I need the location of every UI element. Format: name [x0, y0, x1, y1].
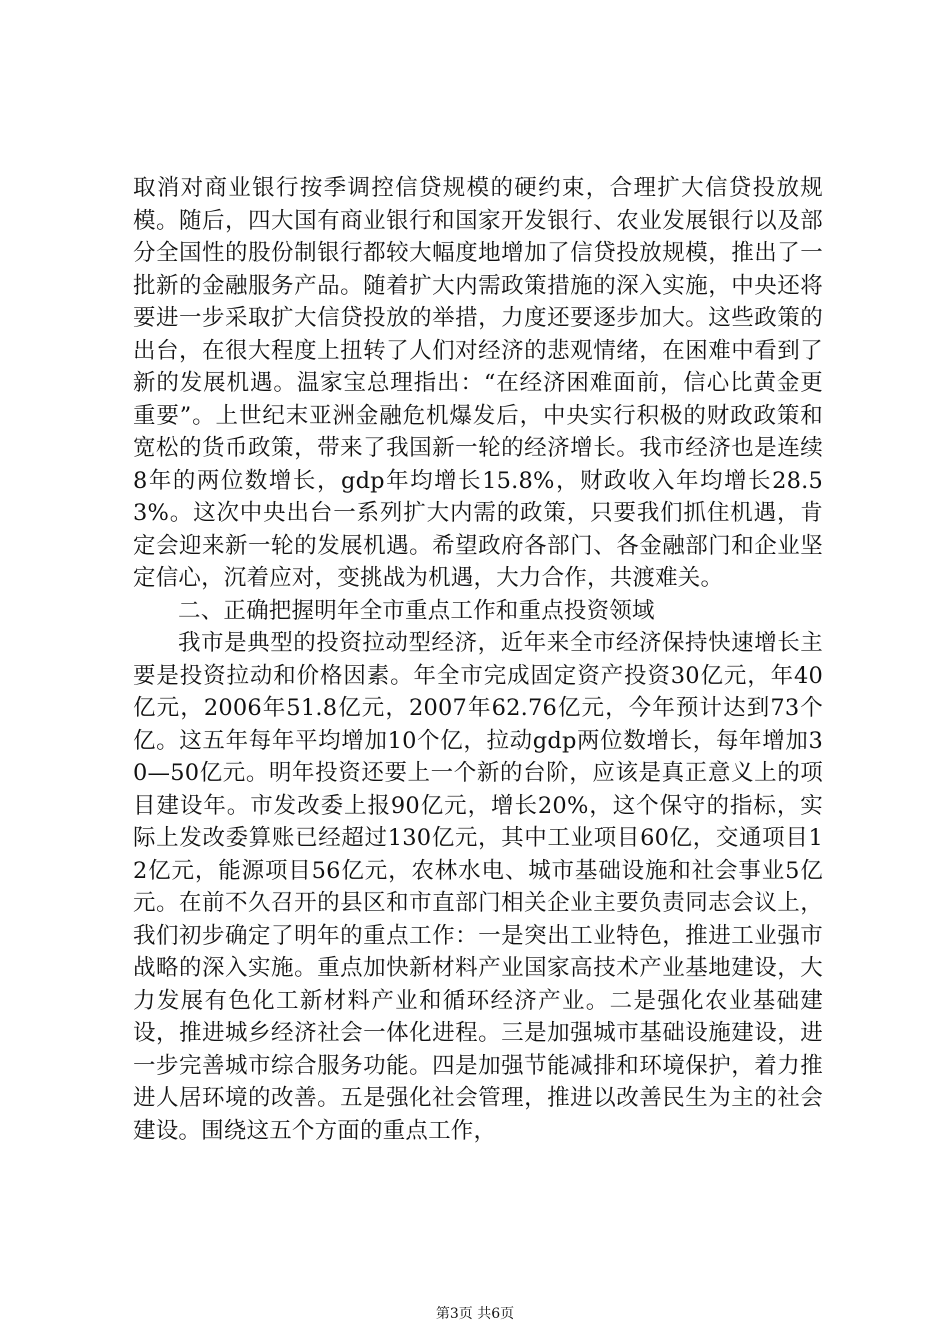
section-heading: 二、正确把握明年全市重点工作和重点投资领域 — [178, 597, 655, 624]
document-body — [133, 172, 823, 1147]
body-paragraph: 取消对商业银行按季调控信贷规模的硬约束，合理扩大信贷投放规模。随后，四大国有商业银行和国家开发银行、农业发展银行以及部分全国性的股份制银行都较大幅度地增加了信贷投放规模，推出了一批新的金融服务产品。随着扩大内需政策措施的深入实施，中央还将要进一步采取扩大信贷投放的举措，力度还要逐步加大。这些政策的出台，在很大程度上扭转了人们对经济的悲观情绪，在困难中看到了新的发展机遇。温家宝总理指出：“在经济困难面前，信心比黄金更重要”。上世纪末亚洲金融危机爆发后，中央实行积极的财政政策和宽松的货币政策，带来了我国新一轮的经济增长。我市经济也是连续8年的两位数增长，gdp年均增长15.8%，财政收入年均增长28.53%。这次中央出台一系列扩大内需的政策，只要我们抓住机遇，肯定会迎来新一轮的发展机遇。希望政府各部门、各金融部门和企业坚定信心，沉着应对，变挑战为机遇，大力合作，共渡难关。 — [133, 175, 823, 591]
page-number-footer: 第3页 共6页 — [435, 1306, 515, 1322]
body-paragraph: 我市是典型的投资拉动型经济，近年来全市经济保持快速增长主要是投资拉动和价格因素。年全市完成固定资产投资30亿元，年40亿元，2006年51.8亿元，2007年62.76亿元，今年预计达到73个亿。这五年每年平均增加10个亿，拉动gdp两位数增长，每年增加30—50亿元。明年投资还要上一个新的台阶，应该是真正意义上的项目建设年。市发改委上报90亿元，增长20%，这个保守的指标，实际上发改委算账已经超过130亿元，其中工业项目60亿，交通项目12亿元，能源项目56亿元，农林水电、城市基础设施和社会事业5亿元。在前不久召开的县区和市直部门相关企业主要负责同志会议上，我们初步确定了明年的重点工作：一是突出工业特色，推进工业强市战略的深入实施。重点加快新材料产业国家高技术产业基地建设，大力发展有色化工新材料产业和循环经济产业。二是强化农业基础建设，推进城乡经济社会一体化进程。三是加强城市基础设施建设，进一步完善城市综合服务功能。四是加强节能减排和环境保护，着力推进人居环境的改善。五是强化社会管理，推进以改善民生为主的社会建设。围绕这五个方面的重点工作， — [133, 630, 823, 1144]
